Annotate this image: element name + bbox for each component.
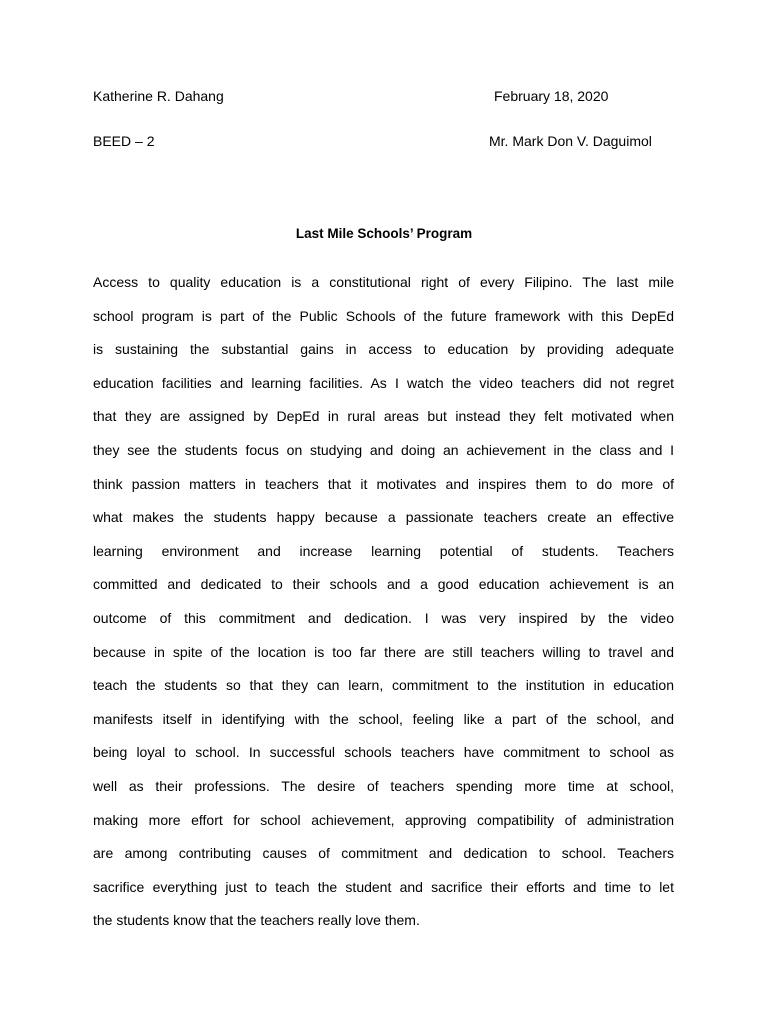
paragraph-line: school program is part of the Public Schools of the future framework with this DepEd bbox=[93, 307, 674, 324]
document-title: Last Mile Schools’ Program bbox=[295, 226, 473, 241]
paragraph-line: teach the students so that they can learn, commitment to the institution in education bbox=[93, 677, 674, 694]
paragraph-line: because in spite of the location is too far there are still teachers willing to travel and bbox=[93, 643, 674, 660]
instructor-name: Mr. Mark Don V. Daguimol bbox=[489, 133, 652, 149]
paragraph-line: Access to quality education is a constitutional right of every Filipino. The last mile bbox=[93, 274, 674, 290]
paragraph-line: well as their professions. The desire of teachers spending more time at school, bbox=[93, 777, 674, 794]
paragraph-line: committed and dedicated to their schools and a good education achievement is an bbox=[93, 576, 674, 593]
student-name: Katherine R. Dahang bbox=[93, 88, 224, 104]
paragraph-line: think passion matters in teachers that it motivates and inspires them to do more of bbox=[93, 475, 674, 492]
paragraph-line: are among contributing causes of commitment and dedication to school. Teachers bbox=[93, 845, 674, 862]
paragraph-line: the students know that the teachers really love them. bbox=[93, 912, 420, 929]
paragraph-line: manifests itself in identifying with the school, feeling like a part of the school, and bbox=[93, 710, 674, 727]
paragraph-line: being loyal to school. In successful schools teachers have commitment to school as bbox=[93, 744, 674, 761]
paragraph-line: learning environment and increase learning potential of students. Teachers bbox=[93, 542, 674, 559]
paragraph-line: is sustaining the substantial gains in access to education by providing adequate bbox=[93, 341, 674, 358]
paragraph-line: that they are assigned by DepEd in rural areas but instead they felt motivated when bbox=[93, 408, 674, 425]
essay-paragraph bbox=[93, 266, 674, 938]
paragraph-line: they see the students focus on studying and doing an achievement in the class and I bbox=[93, 441, 674, 458]
document-date: February 18, 2020 bbox=[494, 88, 609, 104]
paragraph-line: what makes the students happy because a passionate teachers create an effective bbox=[93, 509, 674, 526]
paragraph-line: outcome of this commitment and dedication. I was very inspired by the video bbox=[93, 609, 674, 626]
paragraph-line: sacrifice everything just to teach the student and sacrifice their efforts and time to let bbox=[93, 878, 674, 895]
course-section: BEED – 2 bbox=[93, 133, 155, 149]
paragraph-line: education facilities and learning facilities. As I watch the video teachers did not regret bbox=[93, 374, 674, 391]
paragraph-line: making more effort for school achievement, approving compatibility of administration bbox=[93, 811, 674, 828]
